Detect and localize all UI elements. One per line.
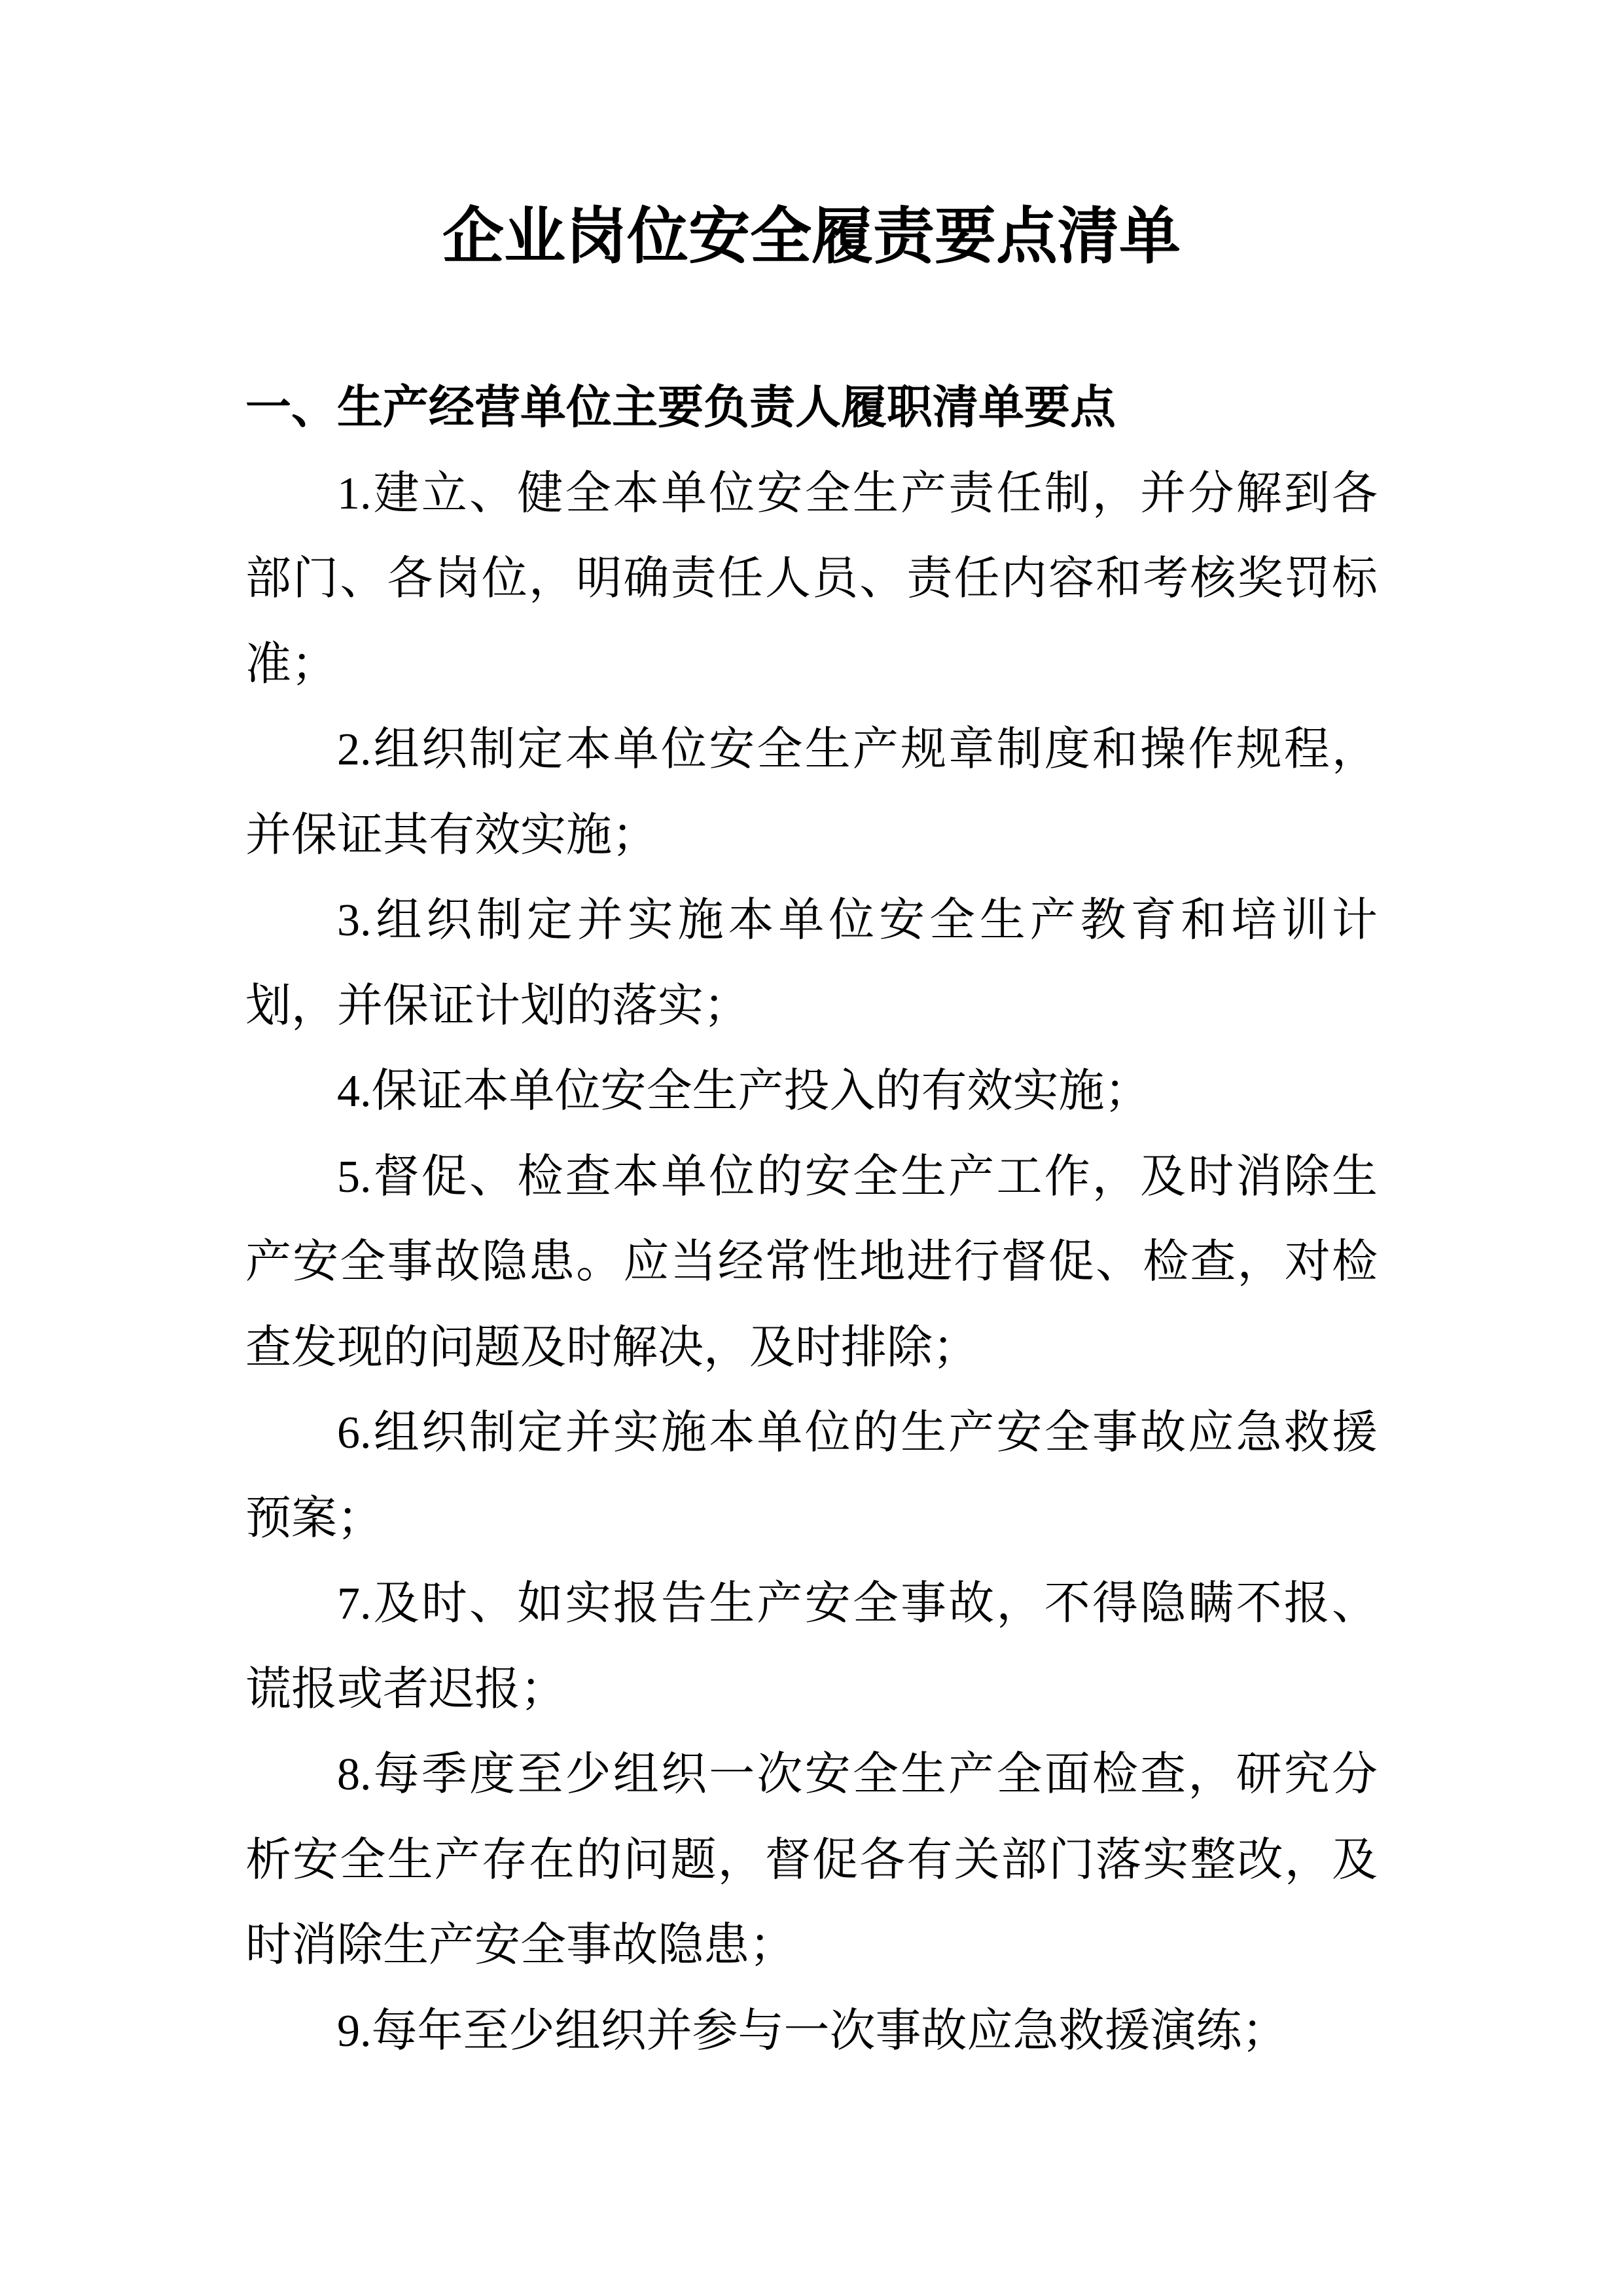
clause-paragraph-6: 6.组织制定并实施本单位的生产安全事故应急救援预案； — [245, 1408, 1378, 1544]
document-content — [0, 200, 1623, 2074]
clause-paragraph-1: 1.建立、健全本单位安全生产责任制，并分解到各部门、各岗位，明确责任人员、责任内容和考核奖罚标准； — [245, 468, 1378, 690]
clause-paragraph-3: 3.组织制定并实施本单位安全生产教育和培训计划，并保证计划的落实； — [245, 895, 1378, 1031]
clause-paragraph-4: 4.保证本单位安全生产投入的有效实施； — [337, 1066, 1150, 1117]
clause-paragraph-9: 9.每年至少组织并参与一次事故应急救援演练； — [337, 2005, 1288, 2056]
clause-paragraph-2: 2.组织制定本单位安全生产规章制度和操作规程，并保证其有效实施； — [245, 725, 1378, 861]
clause-paragraph-5: 5.督促、检查本单位的安全生产工作，及时消除生产安全事故隐患。应当经常性地进行督促、检查，对检查发现的问题及时解决，及时排除； — [245, 1151, 1378, 1373]
clause-paragraph-8: 8.每季度至少组织一次安全生产全面检查，研究分析安全生产存在的问题，督促各有关部门落实整改，及时消除生产安全事故隐患； — [245, 1749, 1378, 1971]
section-heading: 一、生产经营单位主要负责人履职清单要点 — [245, 383, 1116, 433]
document-title: 企业岗位安全履责要点清单 — [442, 203, 1181, 271]
clause-paragraph-7: 7.及时、如实报告生产安全事故，不得隐瞒不报、谎报或者迟报； — [245, 1579, 1378, 1715]
